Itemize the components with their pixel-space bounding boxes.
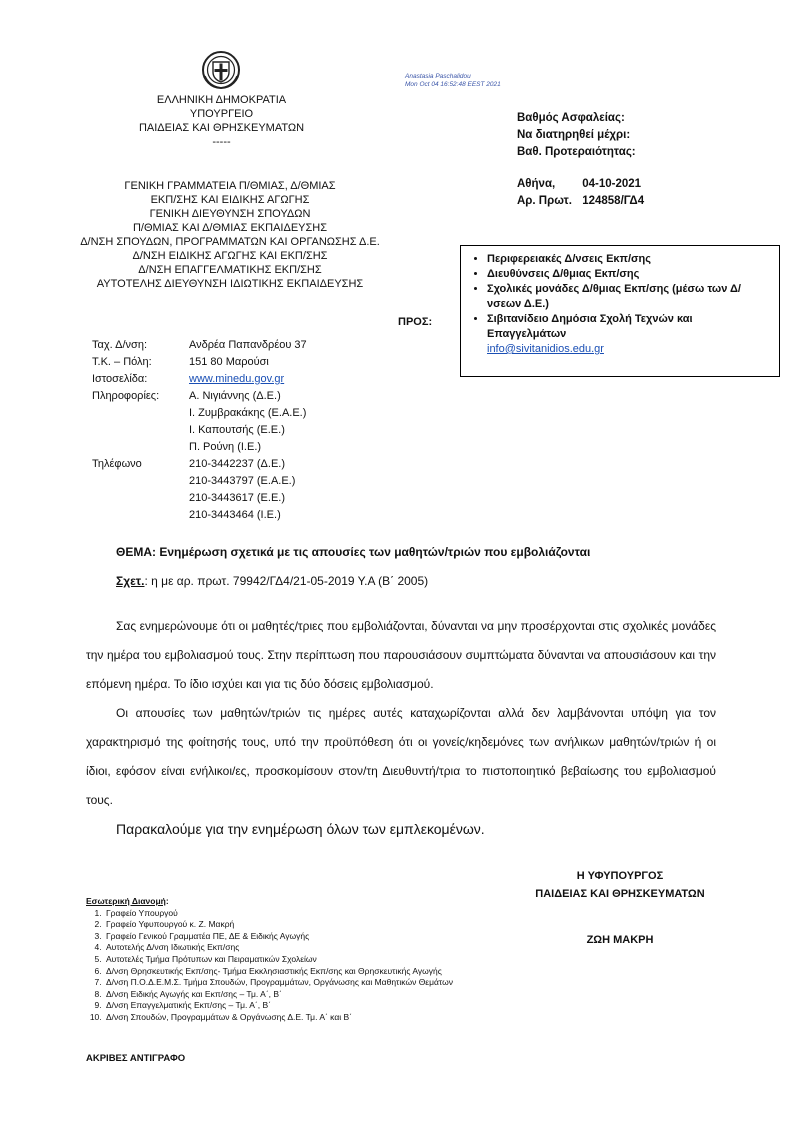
phone-number: 210-3442237 (Δ.Ε.) (189, 458, 286, 470)
dept-line: Δ/ΝΣΗ ΣΠΟΥΔΩΝ, ΠΡΟΓΡΑΜΜΑΤΩΝ ΚΑΙ ΟΡΓΑΝΩΣΗΣ Δ.Ε. (80, 236, 380, 248)
distribution-title: Εσωτερική Διανομή (86, 896, 166, 906)
body-closing: Παρακαλούμε για την ενημέρωση όλων των εμπλεκομένων. (116, 821, 485, 837)
gov-line: ΠΑΙΔΕΙΑΣ ΚΑΙ ΘΡΗΣΚΕΥΜΑΤΩΝ (138, 122, 305, 134)
signature-timestamp: Mon Oct 04 16:52:48 EEST 2021 (405, 81, 501, 88)
recipient-item: • Περιφερειακές Δ/νσεις Εκπ/σης (487, 252, 771, 267)
website-link[interactable]: www.minedu.gov.gr (189, 373, 285, 385)
distribution-item: 9. Δ/νση Επαγγελματικής Εκπ/σης – Τμ. Α΄, Β΄ (104, 1000, 453, 1012)
phone-number: 210-3443797 (Ε.Α.Ε.) (189, 475, 296, 487)
security-level: Βαθμός Ασφαλείας: (517, 112, 625, 124)
distribution-item: 1. Γραφείο Υπουργού (104, 908, 453, 920)
distribution-item: 7. Δ/νση Π.Ο.Δ.Ε.Μ.Σ. Τμήμα Σπουδών, Προγραμμάτων, Οργάνωσης και Μαθητικών Θεμάτων (104, 977, 453, 989)
retention: Να διατηρηθεί μέχρι: (517, 129, 631, 141)
recipients-label: ΠΡΟΣ: (398, 316, 433, 328)
signature-name: Anastasia Paschalidou (405, 73, 471, 80)
distribution-item: 8. Δ/νση Ειδικής Αγωγής και Εκπ/σης – Τμ. Α΄, Β΄ (104, 989, 453, 1001)
address-label: Ταχ. Δ/νση: (92, 339, 148, 351)
dept-line: ΓΕΝΙΚΗ ΓΡΑΜΜΑΤΕΙΑ Π/ΘΜΙΑΣ, Δ/ΘΜΙΑΣ (124, 180, 336, 192)
address-value: Ανδρέα Παπανδρέου 37 (189, 339, 307, 351)
security-block (517, 110, 636, 161)
coat-of-arms-icon (201, 50, 241, 90)
related-text: : η με αρ. πρωτ. 79942/ΓΔ4/21-05-2019 Υ.Α (Β΄ 2005) (144, 574, 429, 588)
signer-title (520, 867, 720, 903)
phone-label: Τηλέφωνο (92, 458, 142, 470)
subject-line (116, 545, 590, 559)
info-person: Ι. Ζυμβρακάκης (Ε.Α.Ε.) (189, 407, 307, 419)
city-value: 151 80 Μαρούσι (189, 356, 269, 368)
recipient-item (487, 312, 771, 357)
distribution-item: 2. Γραφείο Υφυπουργού κ. Ζ. Μακρή (104, 919, 453, 931)
recipients-box (460, 245, 780, 377)
dept-line: ΕΚΠ/ΣΗΣ ΚΑΙ ΕΙΔΙΚΗΣ ΑΓΩΓΗΣ (150, 194, 310, 206)
info-person: Π. Ρούνη (Ι.Ε.) (189, 441, 262, 453)
recipient-item: • Σχολικές μονάδες Δ/θμιας Εκπ/σης (μέσω των Δ/νσεων Δ.Ε.) (487, 282, 771, 312)
dept-line: ΑΥΤΟΤΕΛΗΣ ΔΙΕΥΘΥΝΣΗ ΙΔΙΩΤΙΚΗΣ ΕΚΠΑΙΔΕΥΣΗΣ (96, 278, 364, 290)
exact-copy-label: ΑΚΡΙΒΕΣ ΑΝΤΙΓΡΑΦΟ (86, 1053, 186, 1064)
contact-details (92, 337, 307, 524)
dept-line: Δ/ΝΣΗ ΕΙΔΙΚΗΣ ΑΓΩΓΗΣ ΚΑΙ ΕΚΠ/ΣΗΣ (132, 250, 328, 262)
distribution-item: 10. Δ/νση Σπουδών, Προγραμμάτων & Οργάνωσης Δ.Ε. Τμ. Α΄ και Β΄ (104, 1012, 453, 1024)
department-header (60, 179, 400, 291)
document-date: 04-10-2021 (582, 178, 642, 190)
subject-label: ΘΕΜΑ: (116, 545, 156, 559)
related-label: Σχετ. (116, 574, 145, 588)
recipient-item-label: Σιβιτανίδειο Δημόσια Σχολή Τεχνών και Επαγγελμάτων (487, 313, 693, 340)
subject-text: Ενημέρωση σχετικά με τις απουσίες των μαθητών/τριών που εμβολιάζονται (159, 545, 591, 559)
protocol-label: Αρ. Πρωτ. (517, 195, 572, 207)
gov-line: ΥΠΟΥΡΓΕΙΟ (189, 108, 254, 120)
city-label: Τ.Κ. – Πόλη: (92, 356, 152, 368)
recipient-item: • Διευθύνσεις Δ/θμιας Εκπ/σης (487, 267, 771, 282)
dept-line: Δ/ΝΣΗ ΕΠΑΓΓΕΛΜΑΤΙΚΗΣ ΕΚΠ/ΣΗΣ (138, 264, 322, 276)
dept-line: Π/ΘΜΙΑΣ ΚΑΙ Δ/ΘΜΙΑΣ ΕΚΠΑΙΔΕΥΣΗΣ (132, 222, 328, 234)
body-paragraph: Σας ενημερώνουμε ότι οι μαθητές/τριες που εμβολιάζονται, δύνανται να μην προσέρχονται στις σχολικές μονάδες την ημέρα του εμβολιασμού τους. Στην περίπτωση που παρουσιάσουν συμπτώματα δύνανται να απουσιάσουν και την επόμενη ημέρα. Το ίδιο ισχύει και για τις δύο δόσεις εμβολιασμού. (86, 619, 716, 691)
signer-title-line: ΠΑΙΔΕΙΑΣ ΚΑΙ ΘΡΗΣΚΕΥΜΑΤΩΝ (535, 888, 705, 900)
date-protocol-block (517, 176, 644, 210)
distribution-item: 4. Αυτοτελής Δ/νση Ιδιωτικής Εκπ/σης (104, 942, 453, 954)
signer-name: ΖΩΗ ΜΑΚΡΗ (586, 934, 654, 946)
body-paragraph: Οι απουσίες των μαθητών/τριών τις ημέρες αυτές καταχωρίζονται αλλά δεν λαμβάνονται υπόψη για τον χαρακτηρισμό της φοίτησής τους, υπό την προϋπόθεση ότι οι γονείς/κηδεμόνες των ανήλικων μαθητών/τριών ή οι ίδιοι, εφόσον είναι ενήλικοι/ες, προσκομίσουν στον/τη Διευθυντή/τρια το πιστοποιητικό βεβαίωσης του εμβολιασμού τους. (86, 706, 716, 807)
protocol-number: 124858/ΓΔ4 (582, 195, 645, 207)
internal-distribution: Εσωτερική Διανομή: 1. Γραφείο Υπουργού 2. Γραφείο Υφυπουργού κ. Ζ. Μακρή 3. Γραφείο Γενικού Γραμματέα ΠΕ, ΔΕ & Ειδικής Αγωγής 4. Αυτοτελής Δ/νση Ιδιωτικής Εκπ/σης 5. Αυτοτελές Τμήμα Πρότυπων και Πειραματικών Σχολείων 6. Δ/νση Θρησκευτικής Εκπ/σης- Τμήμα Εκκλησιαστικής Εκπ/σης και Θρησκευτικής Αγωγής 7. Δ/νση Π.Ο.Δ.Ε.Μ.Σ. Τμήμα Σπουδών, Προγραμμάτων, Οργάνωσης και Μαθητικών Θεμάτων 8. Δ/νση Ειδικής Αγωγής και Εκπ/σης – Τμ. Α΄, Β΄ 9. Δ/νση Επαγγελματικής Εκπ/σης – Τμ. Α΄, Β΄ 10. Δ/νση Σπουδών, Προγραμμάτων & Οργάνωσης Δ.Ε. Τμ. Α΄ και Β΄ (86, 896, 453, 1024)
gov-line: ----- (212, 136, 231, 148)
info-person: Ι. Καπουτσής (Ε.Ε.) (189, 424, 285, 436)
website-label: Ιστοσελίδα: (92, 373, 148, 385)
recipient-email-link[interactable]: info@sivitanidios.edu.gr (487, 343, 604, 355)
ministry-header (100, 93, 343, 149)
info-person: Α. Νιγιάννης (Δ.Ε.) (189, 390, 281, 402)
distribution-item: 5. Αυτοτελές Τμήμα Πρότυπων και Πειραματικών Σχολείων (104, 954, 453, 966)
letter-body (86, 612, 716, 844)
related-line (116, 574, 428, 588)
distribution-item: 6. Δ/νση Θρησκευτικής Εκπ/σης- Τμήμα Εκκλησιαστικής Εκπ/σης και Θρησκευτικής Αγωγής (104, 966, 453, 978)
distribution-item: 3. Γραφείο Γενικού Γραμματέα ΠΕ, ΔΕ & Ειδικής Αγωγής (104, 931, 453, 943)
priority: Βαθ. Προτεραιότητας: (517, 146, 636, 158)
dept-line: ΓΕΝΙΚΗ ΔΙΕΥΘΥΝΣΗ ΣΠΟΥΔΩΝ (149, 208, 311, 220)
phone-number: 210-3443617 (Ε.Ε.) (189, 492, 286, 504)
signer-title-line: Η ΥΦΥΠΟΥΡΓΟΣ (576, 870, 664, 882)
digital-signature (405, 73, 501, 89)
info-label: Πληροφορίες: (92, 390, 160, 402)
place-label: Αθήνα, (517, 178, 556, 190)
gov-line: ΕΛΛΗΝΙΚΗ ΔΗΜΟΚΡΑΤΙΑ (156, 94, 287, 106)
phone-number: 210-3443464 (Ι.Ε.) (189, 509, 281, 521)
